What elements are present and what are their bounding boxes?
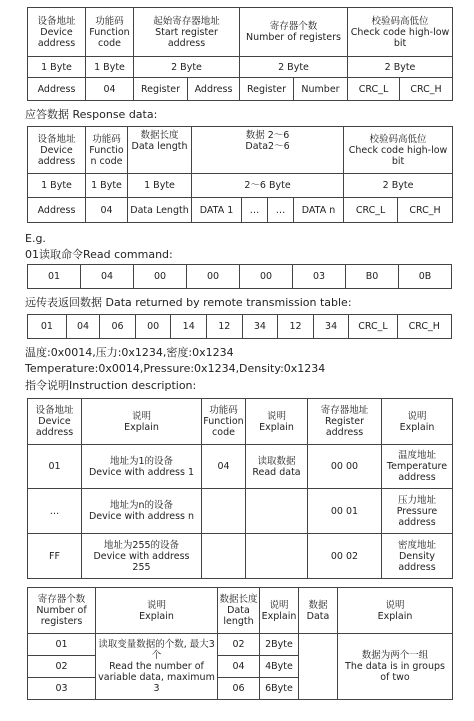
field-cell: 04 [86, 198, 128, 223]
field-cell: CRC_H [398, 198, 453, 223]
data-length-cell: 06 [218, 678, 260, 700]
function-explain-cell: 读取数据 Read data [246, 445, 308, 489]
empty-cell [202, 489, 246, 534]
register-address-cell: 00 01 [308, 489, 382, 534]
read-command-label: 01读取命令Read command: [25, 248, 173, 261]
empty-cell [202, 534, 246, 579]
field-cell: CRC_L [348, 78, 400, 101]
header-explain: 说明 Explain [382, 399, 453, 445]
byte-cell: 34 [313, 315, 349, 339]
header-start-register: 起始寄存器地址 Start register address [134, 8, 240, 57]
example-label: E.g. [25, 232, 46, 245]
device-explain-cell: 地址为n的设备 Device with address n [82, 489, 202, 534]
header-data: 数据 Data [299, 588, 338, 634]
field-cell: Address [28, 198, 86, 223]
device-address-cell: … [28, 489, 82, 534]
instruction-table [27, 398, 453, 579]
device-address-cell: 01 [28, 445, 82, 489]
header-device-address: 设备地址 Device address [28, 127, 86, 174]
size-cell: 2 Byte [240, 57, 348, 78]
header-data: 数据 2～6 Data2～6 [192, 127, 344, 174]
header-check-code: 校验码高低位 Check code high-low bit [348, 8, 453, 57]
field-cell: Register [240, 78, 294, 101]
field-cell: Address [188, 78, 240, 101]
size-cell: 2～6 Byte [192, 174, 344, 198]
values-en: Temperature:0x0014,Pressure:0x1234,Density:0x1234 [25, 362, 326, 375]
field-cell: Data Length [128, 198, 192, 223]
field-cell: DATA n [294, 198, 344, 223]
size-cell: 1 Byte [28, 57, 86, 78]
device-explain-cell: 地址为255的设备 Device with address 255 [82, 534, 202, 579]
register-explain-cell: 压力地址 Pressure address [382, 489, 453, 534]
byte-cell: 0B [399, 265, 452, 289]
response-frame-table [27, 126, 453, 223]
header-data-length: 数据长度 Data length [128, 127, 192, 174]
field-cell: 04 [86, 78, 134, 101]
header-number-registers: 寄存器个数 Number of registers [240, 8, 348, 57]
command-frame-table [27, 7, 453, 101]
header-function-code: 功能码 Function code [202, 399, 246, 445]
register-address-cell: 00 02 [308, 534, 382, 579]
header-explain: 说明 Explain [260, 588, 299, 634]
size-cell: 2 Byte [348, 57, 453, 78]
data-explain: 数据为两个一组 The data is in groups of two [338, 634, 453, 700]
size-cell: 1 Byte [28, 174, 86, 198]
register-count-explain: 读取变量数据的个数, 最大3个 Read the number of variable data, maximum 3 [96, 634, 218, 700]
data-cell [299, 634, 338, 700]
byte-cell: B0 [346, 265, 399, 289]
field-cell: Address [28, 78, 86, 101]
header-explain: 说明 Explain [82, 399, 202, 445]
field-cell: CRC_H [400, 78, 453, 101]
header-explain: 说明 Explain [96, 588, 218, 634]
field-cell: Number [294, 78, 348, 101]
register-explain-cell: 温度地址 Temperature address [382, 445, 453, 489]
data-length-cell: 04 [218, 656, 260, 678]
byte-cell: 34 [242, 315, 278, 339]
byte-size-cell: 2Byte [260, 634, 299, 656]
byte-cell: CRC_L [349, 315, 397, 339]
header-register-address: 寄存器地址 Register address [308, 399, 382, 445]
header-device-address: 设备地址 Device address [28, 8, 86, 57]
byte-cell: 01 [28, 315, 67, 339]
read-command-table [27, 264, 452, 289]
header-function-code: 功能码 Function code [86, 8, 134, 57]
byte-cell: 12 [207, 315, 243, 339]
header-device-address: 设备地址 Device address [28, 399, 82, 445]
empty-cell [246, 489, 308, 534]
field-cell: DATA 1 [192, 198, 242, 223]
byte-cell: 00 [187, 265, 240, 289]
size-cell: 2 Byte [344, 174, 453, 198]
header-data-length: 数据长度 Data length [218, 588, 260, 634]
byte-size-cell: 6Byte [260, 678, 299, 700]
register-count-cell: 03 [28, 678, 96, 700]
byte-size-cell: 4Byte [260, 656, 299, 678]
header-explain: 说明 Explain [338, 588, 453, 634]
byte-cell: 04 [81, 265, 134, 289]
field-cell: Register [134, 78, 188, 101]
byte-cell: CRC_H [397, 315, 451, 339]
header-function-code: 功能码 Functio n code [86, 127, 128, 174]
size-cell: 2 Byte [134, 57, 240, 78]
byte-cell: 03 [293, 265, 346, 289]
byte-cell: 06 [100, 315, 136, 339]
size-cell: 1 Byte [86, 57, 134, 78]
size-cell: 1 Byte [86, 174, 128, 198]
field-cell: CRC_L [344, 198, 398, 223]
header-explain: 说明 Explain [246, 399, 308, 445]
field-cell: … [268, 198, 294, 223]
byte-cell: 00 [135, 315, 171, 339]
register-explain-cell: 密度地址 Density address [382, 534, 453, 579]
device-address-cell: FF [28, 534, 82, 579]
byte-cell: 00 [240, 265, 293, 289]
returned-data-label: 远传表返回数据 Data returned by remote transmission table: [25, 296, 352, 309]
response-data-label: 应答数据 Response data: [25, 108, 158, 121]
header-number-registers: 寄存器个数 Number of registers [28, 588, 96, 634]
register-count-cell: 02 [28, 656, 96, 678]
device-explain-cell: 地址为1的设备 Device with address 1 [82, 445, 202, 489]
register-count-table [27, 587, 453, 700]
byte-cell: 12 [278, 315, 314, 339]
register-count-cell: 01 [28, 634, 96, 656]
function-code-cell: 04 [202, 445, 246, 489]
values-zh: 温度:0x0014,压力:0x1234,密度:0x1234 [25, 346, 234, 359]
returned-data-table [27, 314, 452, 339]
instruction-label: 指令说明Instruction description: [25, 379, 197, 392]
field-cell: … [242, 198, 268, 223]
size-cell: 1 Byte [128, 174, 192, 198]
byte-cell: 14 [171, 315, 207, 339]
empty-cell [246, 534, 308, 579]
byte-cell: 04 [66, 315, 100, 339]
header-check-code: 校验码高低位 Check code high-low bit [344, 127, 453, 174]
register-address-cell: 00 00 [308, 445, 382, 489]
data-length-cell: 02 [218, 634, 260, 656]
byte-cell: 01 [28, 265, 81, 289]
byte-cell: 00 [134, 265, 187, 289]
